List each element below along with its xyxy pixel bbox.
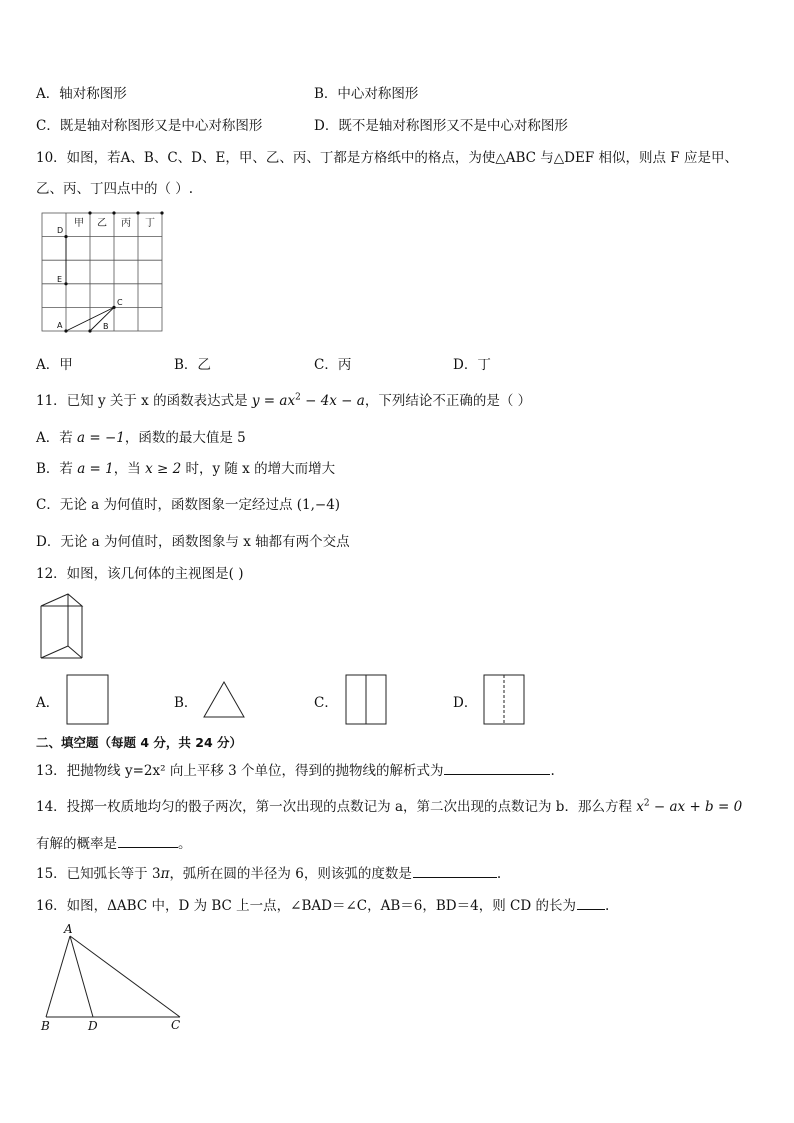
q15-text-post: ，弧所在圆的半径为 6，则该弧的度数是 [169,866,412,882]
point-c-dot [112,306,115,309]
q10-option-c: C．丙 [314,357,352,373]
q10-option-b: B．乙 [174,357,211,373]
q11-option-d: D．无论 a 为何值时，函数图象与 x 轴都有两个交点 [36,534,350,550]
q11-option-b-math: a = 1 [77,461,114,477]
q16-stem [36,894,609,914]
q12-option-a-label: A． [36,695,60,711]
q11-option-a-post: ，函数的最大值是 5 [124,430,246,446]
q11-option-b-math2: x ≥ 2 [145,461,182,477]
q11-option-b-post: 时，y 随 x 的增大而增大 [181,461,336,477]
q12-option-d-label: D． [453,695,478,711]
q12-option-c-label: C． [314,695,338,711]
q11-option-a-math: a = −1 [77,430,125,446]
q11-stem-pre: 11．已知 y 关于 x 的函数表达式是 [36,393,252,409]
q13-answer-blank[interactable] [444,762,550,775]
q15-end-mark: . [496,866,502,882]
q15-stem [36,862,501,882]
point-yi-dot [112,211,115,214]
label-c: C [117,298,123,307]
q12-option-a-figure [66,674,110,726]
q12-option-b-label: B． [174,695,198,711]
q11-option-b-pre: B．若 [36,461,78,477]
q9-option-d: D．既不是轴对称图形又不是中心对称图形 [314,118,568,134]
q10-stem-line2: 乙、丙、丁四点中的（ ）. [36,181,194,197]
section-fill-in-title: 二、填空题（每题 4 分，共 24 分） [36,735,243,750]
label-jia: 甲 [74,218,84,229]
q11-stem [36,389,531,409]
q16-text: 16．如图，ΔABC 中，D 为 BC 上一点，∠BAD＝∠C，AB＝6，BD＝4，则 CD 的长为 [36,898,576,914]
label-e: E [57,275,63,284]
label-d: D [57,226,64,235]
q14-stem-line2 [36,832,192,852]
q16-label-d: D [88,1019,98,1033]
q9-option-c: C．既是轴对称图形又是中心对称图形 [36,118,263,134]
q16-label-b: B [41,1019,50,1033]
q12-option-b-figure [201,680,247,720]
label-ding: 丁 [145,218,155,229]
point-ding-dot [160,211,163,214]
q16-end-mark: . [604,898,610,914]
q16-label-a: A [64,922,73,936]
q14-stem-line1 [36,795,742,815]
q10-grid-figure [36,205,172,338]
q15-pi: π [160,866,170,882]
q11-function-expression: $y = ax^2 - 4x - a$ [251,392,365,409]
q15-text-pre: 15．已知弧长等于 3 [36,866,161,882]
label-b: B [103,322,109,331]
point-e-dot [64,282,67,285]
label-bing: 丙 [121,218,131,229]
q10-stem-line1: 10．如图，若A、B、C、D、E，甲、乙、丙、丁都是方格纸中的格点，为使△ABC 与△DEF 相似，则点 F 应是甲、 [36,150,738,166]
q11-option-b-mid: ，当 [113,461,146,477]
q15-answer-blank[interactable] [413,865,497,878]
q12-option-d-figure [483,674,527,726]
q16-answer-blank[interactable] [577,897,605,910]
q14-answer-blank[interactable] [118,835,178,848]
q16-triangle-figure [36,922,190,1034]
point-bing-dot [136,211,139,214]
q11-option-a-pre: A．若 [36,430,78,446]
q14-text: 14．投掷一枚质地均匀的骰子两次，第一次出现的点数记为 a，第二次出现的点数记为 b．那么方程 [36,799,637,815]
q14-equation: $x^2$ − ax + b = 0 [636,798,743,815]
point-b-dot [88,329,91,332]
q9-option-a: A．轴对称图形 [36,86,127,102]
q11-stem-post: ，下列结论不正确的是（ ） [364,393,532,409]
q9-option-b: B．中心对称图形 [314,86,419,102]
label-yi: 乙 [97,218,107,229]
q11-option-b [36,457,335,477]
q12-prism-figure [38,590,88,664]
point-d-dot [64,235,67,238]
q16-label-c: C [171,1018,181,1032]
point-jia-dot [88,211,91,214]
q14-text-line2: 有解的概率是 [36,836,117,852]
point-a-dot [64,329,67,332]
label-a: A [57,321,63,330]
q12-stem: 12．如图，该几何体的主视图是( ) [36,566,244,582]
q10-option-d: D．丁 [453,357,491,373]
q12-option-c-figure [345,674,389,726]
q13-text: 13．把抛物线 y=2x² 向上平移 3 个单位，得到的抛物线的解析式为 [36,763,444,779]
q10-option-a: A．甲 [36,357,73,373]
q11-option-a [36,426,246,446]
q13-stem: 13．把抛物线 y=2x² 向上平移 3 个单位，得到的抛物线的解析式为 . [36,763,555,779]
q14-end-mark: 。 [178,836,192,852]
q11-option-c: C．无论 a 为何值时，函数图象一定经过点 (1,−4) [36,497,341,513]
